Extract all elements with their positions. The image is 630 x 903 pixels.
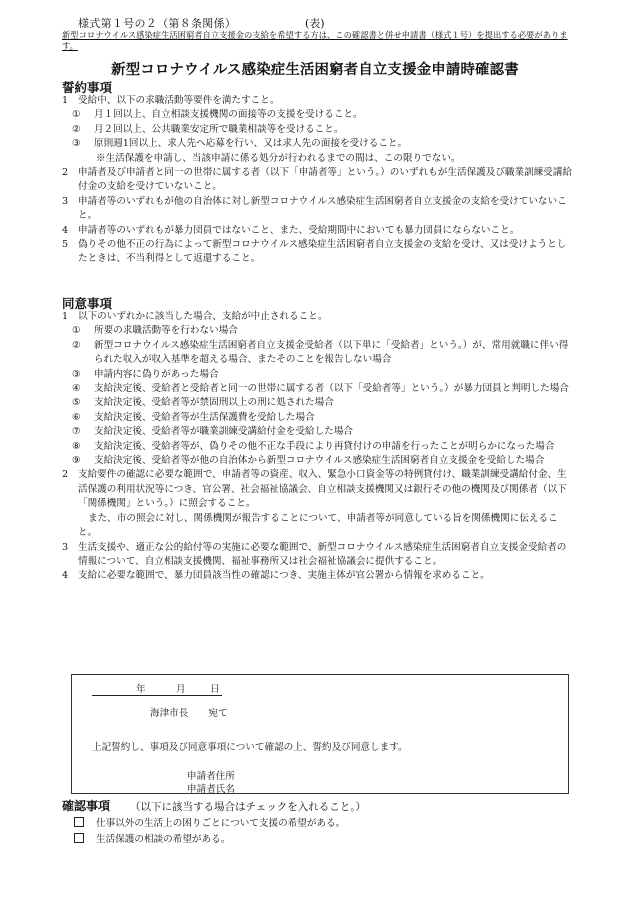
- pledge-heading: 誓約事項: [62, 80, 113, 95]
- item-number: ①: [72, 325, 81, 337]
- note-text: ※生活保護を申請し、当該申請に係る処分が行われるまでの間は、この限りでない。: [96, 152, 461, 164]
- document-title: 新型コロナウイルス感染症生活困窮者自立支援金申請時確認書: [111, 61, 519, 78]
- addressee-name: 海津市長: [150, 708, 189, 719]
- consent-case: [62, 368, 574, 382]
- checkbox[interactable]: [74, 817, 84, 827]
- item-text: 支給決定後、受給者等が他の自治体から新型コロナウイルス感染症生活困窮者自立支援金を受給した場合: [94, 455, 545, 467]
- confirm-note: （以下に該当する場合はチェックを入れること。）: [130, 801, 366, 813]
- date-field[interactable]: [92, 683, 222, 696]
- item-number: 5: [62, 239, 69, 251]
- item-text: 原則週1回以上、求人先へ応募を行い、又は求人先の面接を受けること。: [94, 138, 408, 150]
- page-side-label: (表): [305, 17, 325, 30]
- item-text: 支給決定後、受給者と受給者と同一の世帯に属する者（以下「受給者等」という。）が暴力団員と判明した場合: [94, 383, 569, 395]
- confirm-item: [74, 831, 230, 845]
- item-number: 3: [62, 541, 69, 553]
- consent-item: [62, 310, 574, 324]
- consent-case: [62, 425, 574, 439]
- item-text: 支給決定後、受給者等が生活保護費を受給した場合: [94, 411, 315, 423]
- consent-list: [62, 310, 574, 584]
- signature-box: [71, 674, 569, 794]
- item-text: 月２回以上、公共職業安定所で職業相談等を受けること。: [94, 123, 344, 135]
- month-label: 月: [176, 684, 186, 695]
- consent-case: [62, 440, 574, 454]
- pledge-item: [62, 94, 574, 108]
- pledge-statement: 上記誓約し、事項及び同意事項について確認の上、誓約及び同意します。: [92, 742, 408, 753]
- pledge-subitem: [62, 108, 574, 122]
- consent-item-continued: また、市の照会に対し、関係機関が報告することについて、申請者等が同意している旨を関係機関に伝えること。: [78, 512, 558, 539]
- item-text: 支給に必要な範囲で、暴力団員該当性の確認につき、実施主体が官公署から情報を求めること。: [78, 570, 490, 582]
- item-number: ⑦: [72, 426, 81, 438]
- item-number: 1: [62, 311, 69, 322]
- consent-item: [62, 541, 574, 570]
- item-number: ②: [72, 123, 81, 135]
- item-text: 支給要件の確認に必要な範囲で、申請者等の資産、収入、緊急小口資金等の特例貸付け、職業訓練受講給付金、生活保護の利用状況等につき、官公署、社会福祉協議会、自立相談支援機関又は銀行その他の機関及び関係者（以下「関係機関」という。）に照会すること。: [78, 469, 567, 510]
- item-text: 支給決定後、受給者等が禁固刑以上の刑に処された場合: [94, 397, 334, 409]
- applicant-name-label: 申請者氏名: [187, 784, 235, 795]
- checkbox[interactable]: [74, 833, 84, 843]
- day-label: 日: [210, 684, 220, 695]
- consent-heading: 同意事項: [62, 296, 113, 311]
- consent-case: [62, 396, 574, 410]
- item-text: 申請者及び申請者と同一の世帯に属する者（以下「申請者等」という。）のいずれもが生活保護及び職業訓練受講給付金の支給を受けていないこと。: [78, 167, 573, 193]
- item-text: 生活支援や、適正な公的給付等の実施に必要な範囲で、新型コロナウイルス感染症生活困窮者自立支援金受給者の情報について、自立相談支援機関、福祉事務所又は社会福祉協議会に提供すること。: [78, 541, 567, 567]
- item-text: 以下のいずれかに該当した場合、支給が中止されること。: [78, 311, 328, 322]
- form-number: 様式第１号の２（第８条関係）: [78, 17, 237, 30]
- item-text: 申請者等のいずれもが暴力団員ではないこと、また、受給期間中においても暴力団員にならないこと。: [78, 224, 520, 236]
- item-number: 2: [62, 167, 69, 179]
- pledge-subitem: [62, 137, 574, 151]
- pledge-note: [62, 152, 574, 166]
- year-label: 年: [136, 684, 146, 695]
- item-number: 3: [62, 195, 69, 207]
- item-number: 1: [62, 95, 69, 106]
- consent-case: [62, 411, 574, 425]
- addressee-suffix: 宛て: [208, 708, 228, 719]
- item-number: 4: [62, 224, 69, 236]
- item-text: 支給決定後、受給者等が職業訓練受講給付金を受給した場合: [94, 426, 354, 438]
- confirm-item-text: 生活保護の相談の希望がある。: [96, 834, 231, 845]
- item-number: ②: [72, 339, 81, 351]
- pledge-item: [62, 166, 574, 195]
- consent-case: [62, 454, 574, 468]
- item-number: ①: [72, 109, 81, 121]
- item-number: ⑨: [72, 455, 81, 467]
- item-text: 偽りその他不正の行為によって新型コロナウイルス感染症生活困窮者自立支援金の支給を受け、又は受けようとしたときは、不当利得として返還すること。: [78, 239, 567, 265]
- pledge-item: [62, 195, 574, 224]
- item-number: ⑥: [72, 411, 81, 423]
- item-number: 4: [62, 570, 69, 582]
- confirm-item: [74, 815, 345, 829]
- item-text: 新型コロナウイルス感染症生活困窮者自立支援金受給者（以下単に「受給者」という。）が、常用就職に伴い得られた収入が収入基準を超える場合、またそのことを報告しない場合: [94, 339, 569, 366]
- item-text: 所要の求職活動等を行わない場合: [94, 325, 238, 337]
- item-text: 支給決定後、受給者等が、偽りその他不正な手段により再貸付けの申請を行ったことが明らかになった場合: [94, 440, 555, 452]
- confirm-item-text: 仕事以外の生活上の困りごとについて支援の希望がある。: [96, 818, 346, 829]
- item-number: 2: [62, 469, 69, 481]
- item-text: 受給中、以下の求職活動等要件を満たすこと。: [78, 95, 280, 106]
- pledge-item: [62, 224, 574, 238]
- item-number: ③: [72, 138, 81, 150]
- applicant-address-label: 申請者住所: [187, 771, 235, 782]
- item-text: 月１回以上、自立相談支援機関の面接等の支援を受けること。: [94, 109, 363, 121]
- confirm-heading: 確認事項: [62, 799, 111, 813]
- confirm-header: [62, 797, 366, 814]
- pledge-subitem: [62, 123, 574, 137]
- item-text: 申請内容に偽りがあった場合: [94, 368, 219, 380]
- consent-case: [62, 339, 574, 368]
- consent-item: [62, 569, 574, 583]
- pledge-list: [62, 94, 574, 267]
- pledge-item: [62, 238, 574, 267]
- consent-case: [62, 382, 574, 396]
- submission-notice: 新型コロナウイルス感染症生活困窮者自立支援金の支給を希望する方は、この確認書と併せ申請書（様式１号）を提出する必要があります。: [62, 30, 568, 51]
- item-number: ③: [72, 368, 81, 380]
- addressee: [150, 705, 228, 719]
- consent-item: [62, 468, 574, 511]
- item-number: ⑤: [72, 397, 81, 409]
- item-number: ④: [72, 383, 81, 395]
- item-text: 申請者等のいずれもが他の自治体に対し新型コロナウイルス感染症生活困窮者自立支援金の支給を受けていないこと。: [78, 195, 567, 222]
- item-number: ⑧: [72, 440, 81, 452]
- consent-case: [62, 324, 574, 338]
